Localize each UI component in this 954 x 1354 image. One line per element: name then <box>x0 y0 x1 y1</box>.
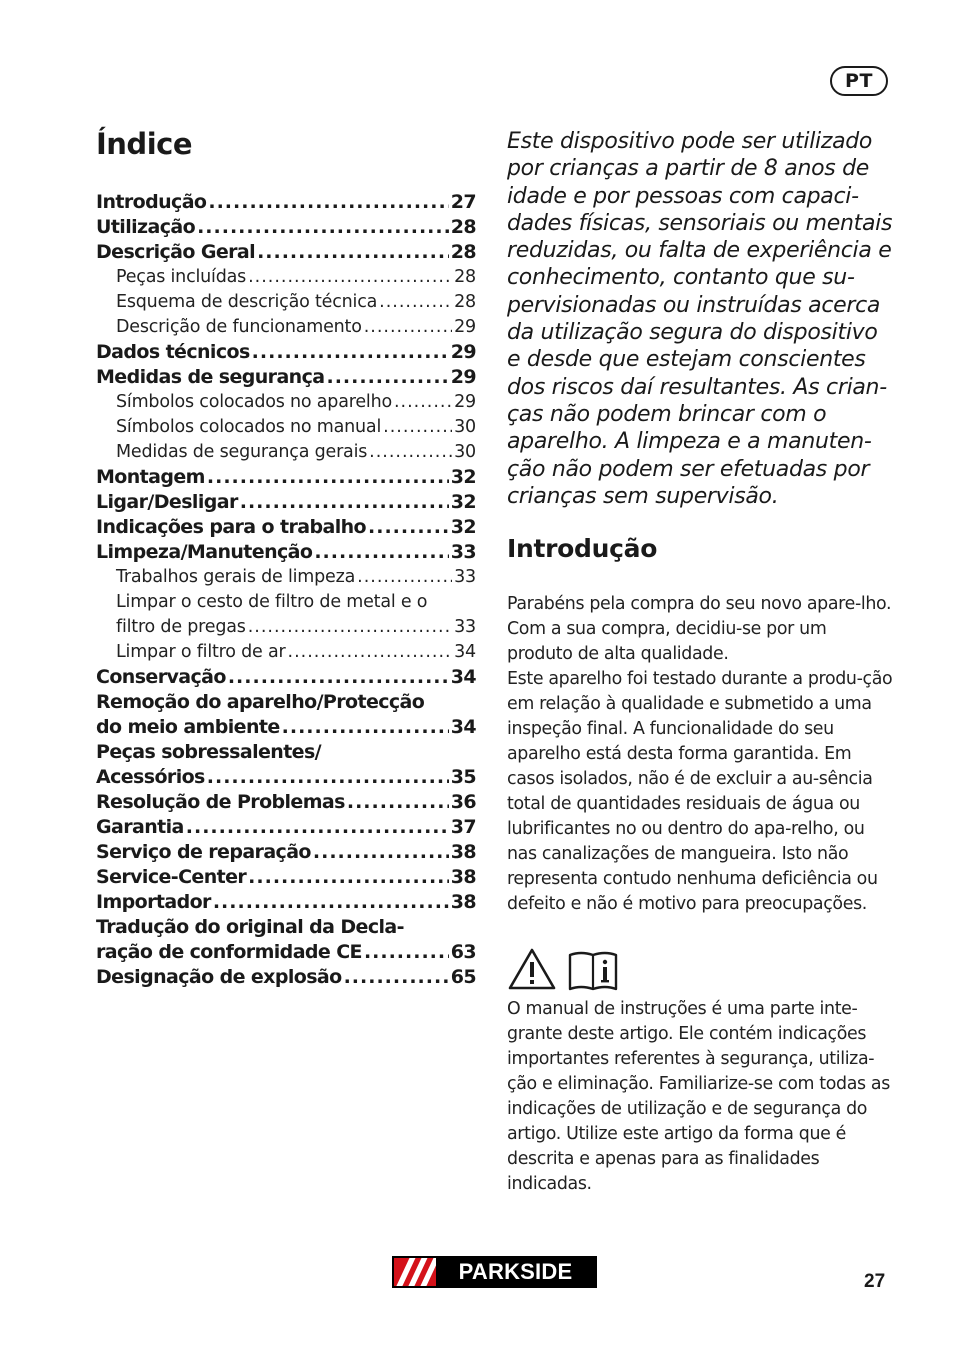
toc-leader-dots <box>252 340 449 365</box>
toc-entry-page: 32 <box>450 491 476 513</box>
toc-entry[interactable] <box>96 440 476 465</box>
toc-entry-label: Descrição Geral <box>96 241 256 263</box>
toc-list <box>96 190 476 990</box>
toc-leader-dots <box>257 240 449 265</box>
toc-leader-dots <box>197 215 449 240</box>
toc-entry-label: Limpar o filtro de ar <box>116 642 286 662</box>
toc-entry-label: Serviço de reparação <box>96 841 311 863</box>
toc-entry-label: Utilização <box>96 216 196 238</box>
toc-leader-dots <box>344 965 449 990</box>
toc-entry-page: 28 <box>454 292 476 312</box>
toc-entry-label: Tradução do original da Decla- <box>96 916 404 938</box>
toc-entry[interactable] <box>96 290 476 315</box>
toc-entry[interactable] <box>96 665 476 690</box>
toc-entry[interactable] <box>96 915 476 940</box>
toc-entry-page: 65 <box>450 966 476 988</box>
intro-paragraph: Este aparelho foi testado durante a produ-ção em relação à qualidade e submetido a uma inspeção final. A funcionalidade do seu aparelho está desta forma garantida. Em casos isolados, não é de excluir a au-sência total de quantidades residuais de água ou lubrificantes no ou dentro do apa-relho, ou nas canalizações de mangueira. Isto não representa contudo nenhuma deficiência ou defeito e não é motivo para preocupações. <box>507 669 893 915</box>
toc-leader-dots <box>248 265 452 290</box>
toc-entry[interactable] <box>96 340 476 365</box>
toc-entry-label: Símbolos colocados no manual <box>116 417 382 437</box>
toc-entry-page: 29 <box>454 392 476 412</box>
toc-leader-dots <box>347 790 449 815</box>
toc-entry-label: Introdução <box>96 191 207 213</box>
toc-entry-page: 27 <box>450 191 476 213</box>
toc-entry[interactable] <box>96 940 476 965</box>
toc-entry[interactable] <box>96 315 476 340</box>
main-content <box>507 128 897 1197</box>
toc-leader-dots <box>383 415 452 440</box>
safety-icons <box>507 947 897 991</box>
toc-leader-dots <box>314 540 448 565</box>
toc-entry-page: 29 <box>454 317 476 337</box>
toc-entry-page: 29 <box>450 366 476 388</box>
intro-title: Introdução <box>507 534 658 564</box>
toc-entry-label: Medidas de segurança gerais <box>116 442 368 462</box>
toc-entry-page: 30 <box>454 417 476 437</box>
toc-entry[interactable] <box>96 765 476 790</box>
intro-paragraph: O manual de instruções é uma parte inte-grante deste artigo. Ele contém indicações importantes referentes à segurança, utiliza-ção e eliminação. Familiarize-se com todas as indicações de utilização e de segurança do artigo. Utilize este artigo da forma que é descrita e apenas para as finalidades indicadas. <box>507 999 890 1195</box>
toc-leader-dots <box>288 640 453 665</box>
toc-entry-label: Símbolos colocados no aparelho <box>116 392 392 412</box>
toc-leader-dots <box>282 715 449 740</box>
toc-leader-dots <box>248 615 452 640</box>
toc-leader-dots <box>369 440 452 465</box>
table-of-contents <box>96 118 476 990</box>
toc-entry[interactable] <box>96 390 476 415</box>
toc-entry-label: Ligar/Desligar <box>96 491 238 513</box>
toc-entry-page: 28 <box>450 216 476 238</box>
toc-leader-dots <box>186 815 449 840</box>
logo-stripes-icon <box>394 1258 436 1286</box>
toc-entry[interactable] <box>96 790 476 815</box>
toc-leader-dots <box>394 390 452 415</box>
toc-entry-page: 38 <box>450 866 476 888</box>
toc-entry[interactable] <box>96 415 476 440</box>
toc-entry[interactable] <box>96 740 476 765</box>
toc-entry-page: 32 <box>450 466 476 488</box>
toc-entry-label: Trabalhos gerais de limpeza <box>116 567 356 587</box>
toc-entry-label: Garantia <box>96 816 184 838</box>
toc-entry-page: 28 <box>450 241 476 263</box>
toc-entry-label: do meio ambiente <box>96 716 280 738</box>
toc-entry-label: Peças incluídas <box>116 267 247 287</box>
toc-leader-dots <box>357 565 452 590</box>
toc-leader-dots <box>207 465 449 490</box>
toc-leader-dots <box>326 365 448 390</box>
toc-entry[interactable] <box>96 465 476 490</box>
toc-entry[interactable] <box>96 640 476 665</box>
toc-entry[interactable] <box>96 840 476 865</box>
toc-entry-page: 29 <box>450 341 476 363</box>
toc-leader-dots <box>313 840 449 865</box>
toc-entry[interactable] <box>96 815 476 840</box>
warning-triangle-icon <box>507 947 557 991</box>
toc-entry[interactable] <box>96 690 476 715</box>
toc-leader-dots <box>368 515 449 540</box>
toc-entry[interactable] <box>96 240 476 265</box>
toc-entry[interactable] <box>96 515 476 540</box>
toc-entry-label: Dados técnicos <box>96 341 250 363</box>
toc-entry[interactable] <box>96 265 476 290</box>
toc-entry-label: Remoção do aparelho/Protecção <box>96 691 425 713</box>
toc-entry[interactable] <box>96 715 476 740</box>
safety-note: Este dispositivo pode ser utilizado por crianças a partir de 8 anos de idade e por pessoas com capaci-dades físicas, sensoriais ou mentais reduzidas, ou falta de experiência e conhecimento, contanto que su-pervisionadas ou instruídas acerca da utilização segura do dispositivo e desde que estejam conscientes dos riscos daí resultantes. As crian-ças não podem brincar com o aparelho. A limpeza e a manuten-ção não podem ser efetuadas por crianças sem supervisão. <box>507 129 893 509</box>
toc-entry-page: 34 <box>450 666 476 688</box>
toc-entry-label: Importador <box>96 891 211 913</box>
toc-entry[interactable] <box>96 365 476 390</box>
toc-entry-label: Limpeza/Manutenção <box>96 541 313 563</box>
toc-entry-label: Limpar o cesto de filtro de metal e o <box>116 592 428 612</box>
brand-logo <box>392 1256 597 1288</box>
toc-entry-page: 63 <box>450 941 476 963</box>
toc-entry-page: 34 <box>454 642 476 662</box>
toc-entry-label: Designação de explosão <box>96 966 342 988</box>
toc-entry-label: Resolução de Problemas <box>96 791 345 813</box>
toc-entry[interactable] <box>96 615 476 640</box>
toc-entry-label: Descrição de funcionamento <box>116 317 362 337</box>
toc-entry-page: 37 <box>450 816 476 838</box>
toc-entry[interactable] <box>96 590 476 615</box>
toc-entry-label: Indicações para o trabalho <box>96 516 367 538</box>
toc-entry-label: Montagem <box>96 466 205 488</box>
toc-entry-page: 35 <box>450 766 476 788</box>
toc-entry-page: 28 <box>454 267 476 287</box>
toc-title: Índice <box>96 127 192 161</box>
toc-entry-label: Medidas de segurança <box>96 366 325 388</box>
toc-entry-page: 33 <box>454 617 476 637</box>
toc-entry[interactable] <box>96 890 476 915</box>
toc-entry[interactable] <box>96 215 476 240</box>
toc-leader-dots <box>379 290 452 315</box>
toc-leader-dots <box>364 940 449 965</box>
toc-entry-label: Service-Center <box>96 866 247 888</box>
toc-leader-dots <box>240 490 449 515</box>
toc-entry-page: 33 <box>454 567 476 587</box>
brand-name: PARKSIDE <box>436 1258 595 1286</box>
toc-leader-dots <box>364 315 452 340</box>
toc-entry[interactable] <box>96 490 476 515</box>
toc-leader-dots <box>248 865 449 890</box>
toc-entry[interactable] <box>96 965 476 990</box>
intro-paragraph: Parabéns pela compra do seu novo apare-lho. Com a sua compra, decidiu-se por um produto de alta qualidade. <box>507 594 892 665</box>
toc-entry[interactable] <box>96 540 476 565</box>
toc-entry-label: Esquema de descrição técnica <box>116 292 378 312</box>
page-number: 27 <box>864 1271 886 1292</box>
toc-entry-page: 30 <box>454 442 476 462</box>
toc-entry-label: Conservação <box>96 666 226 688</box>
toc-entry-label: Peças sobressalentes/ <box>96 741 322 763</box>
toc-entry-page: 38 <box>450 841 476 863</box>
toc-entry-page: 34 <box>450 716 476 738</box>
toc-leader-dots <box>207 765 449 790</box>
toc-entry-page: 38 <box>450 891 476 913</box>
toc-entry-label: filtro de pregas <box>116 617 246 637</box>
toc-entry-label: Acessórios <box>96 766 205 788</box>
toc-entry-page: 33 <box>450 541 476 563</box>
toc-entry[interactable] <box>96 865 476 890</box>
toc-leader-dots <box>213 890 449 915</box>
toc-entry-page: 32 <box>450 516 476 538</box>
manual-info-icon <box>567 949 619 991</box>
toc-entry[interactable] <box>96 565 476 590</box>
toc-leader-dots <box>228 665 449 690</box>
language-badge: PT <box>830 66 888 96</box>
toc-entry-page: 36 <box>450 791 476 813</box>
toc-entry-label: ração de conformidade CE <box>96 941 362 963</box>
toc-leader-dots <box>208 190 448 215</box>
toc-entry[interactable] <box>96 190 476 215</box>
